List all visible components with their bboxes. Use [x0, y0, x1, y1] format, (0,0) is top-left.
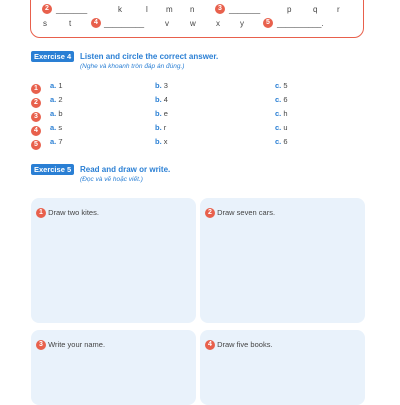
task-text-1: Draw two kites. — [48, 208, 99, 217]
letter-m: m — [166, 5, 173, 14]
task-text-2: Draw seven cars. — [217, 208, 276, 217]
letter-r: r — [337, 5, 340, 14]
option-b[interactable]: b. x — [155, 137, 168, 146]
blank-5[interactable]: __________. — [277, 19, 324, 28]
letter-s: s — [43, 19, 47, 28]
exercise4-subtitle: (Nghe và khoanh tròn đáp án đúng.) — [80, 63, 185, 70]
blank-2[interactable]: _______ — [56, 5, 88, 14]
question-number-3: 3 — [31, 112, 41, 122]
letter-y: y — [240, 19, 244, 28]
letter-k: k — [118, 5, 122, 14]
item-number-3: 3 — [215, 4, 225, 14]
letter-n: n — [190, 5, 195, 14]
blank-3[interactable]: _______ — [229, 5, 261, 14]
letter-q: q — [313, 5, 318, 14]
question-number-5: 5 — [31, 140, 41, 150]
option-c[interactable]: c. 5 — [275, 81, 288, 90]
letter-l: l — [146, 5, 148, 14]
exercise4-tag: Exercise 4 — [31, 51, 74, 62]
task-text-3: Write your name. — [48, 340, 106, 349]
option-c[interactable]: c. 6 — [275, 95, 288, 104]
question-number-2: 2 — [31, 98, 41, 108]
question-number-1: 1 — [31, 84, 41, 94]
option-c[interactable]: c. h — [275, 109, 288, 118]
task-card-4[interactable] — [200, 330, 365, 405]
option-b[interactable]: b. r — [155, 123, 167, 132]
task-text-4: Draw five books. — [217, 340, 273, 349]
task-number-1: 1 — [36, 208, 46, 218]
letter-v: v — [165, 19, 169, 28]
option-c[interactable]: c. 6 — [275, 137, 288, 146]
item-number-4: 4 — [91, 18, 101, 28]
exercise5-title: Read and draw or write. — [80, 165, 171, 174]
letter-x: x — [216, 19, 220, 28]
item-number-2: 2 — [42, 4, 52, 14]
question-number-4: 4 — [31, 126, 41, 136]
exercise5-tag: Exercise 5 — [31, 164, 74, 175]
task-number-2: 2 — [205, 208, 215, 218]
task-card-3[interactable] — [31, 330, 196, 405]
letter-w: w — [190, 19, 196, 28]
exercise5-subtitle: (Đọc và vẽ hoặc viết.) — [80, 176, 143, 183]
task-number-4: 4 — [205, 340, 215, 350]
option-c[interactable]: c. u — [275, 123, 288, 132]
option-a[interactable]: a. 7 — [50, 137, 63, 146]
task-card-1[interactable] — [31, 198, 196, 323]
letter-t: t — [69, 19, 72, 28]
exercise4-title: Listen and circle the correct answer. — [80, 52, 219, 61]
letter-p: p — [287, 5, 292, 14]
option-a[interactable]: a. 2 — [50, 95, 63, 104]
option-b[interactable]: b. 3 — [155, 81, 168, 90]
exercise3-row1 — [42, 4, 52, 14]
option-a[interactable]: a. b — [50, 109, 63, 118]
item-number-5: 5 — [263, 18, 273, 28]
blank-4[interactable]: _________ — [104, 19, 145, 28]
task-number-3: 3 — [36, 340, 46, 350]
option-a[interactable]: a. 1 — [50, 81, 63, 90]
option-a[interactable]: a. s — [50, 123, 63, 132]
option-b[interactable]: b. 4 — [155, 95, 168, 104]
task-card-2[interactable] — [200, 198, 365, 323]
option-b[interactable]: b. e — [155, 109, 168, 118]
